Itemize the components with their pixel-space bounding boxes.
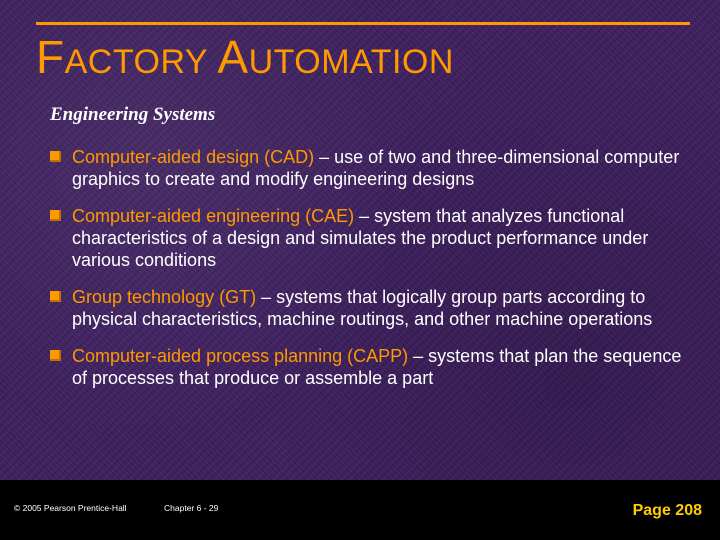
bullet-text: – systems that logically group parts according to physical characteristics, machine routings, and other machine operations bbox=[72, 287, 653, 329]
title-word2-rest: UTOMATION bbox=[248, 43, 454, 81]
square-bullet-icon bbox=[50, 151, 61, 162]
bullet-list bbox=[50, 146, 700, 404]
footer-page-number: Page 208 bbox=[632, 502, 702, 519]
footer-chapter: Chapter 6 - 29 bbox=[164, 503, 219, 513]
slide-subtitle: Engineering Systems bbox=[50, 104, 216, 125]
bullet-capp bbox=[50, 345, 700, 389]
footer-bar bbox=[0, 480, 720, 540]
bullet-term: Computer-aided process planning (CAPP) bbox=[72, 346, 409, 366]
square-bullet-icon bbox=[50, 350, 61, 361]
bullet-term: Group technology (GT) bbox=[72, 287, 257, 307]
bullet-cad bbox=[50, 146, 700, 190]
bullet-term: Computer-aided design (CAD) bbox=[72, 147, 315, 167]
footer-copyright: © 2005 Pearson Prentice-Hall bbox=[14, 503, 127, 513]
bullet-text: – use of two and three-dimensional computer graphics to create and modify engineering designs bbox=[72, 147, 680, 189]
bullet-cae bbox=[50, 205, 700, 271]
bullet-text: – system that analyzes functional characteristics of a design and simulates the product performance under various conditions bbox=[72, 206, 649, 270]
title-rule bbox=[36, 22, 690, 25]
slide-title bbox=[36, 30, 454, 84]
square-bullet-icon bbox=[50, 291, 61, 302]
bullet-text: – systems that plan the sequence of processes that produce or assemble a part bbox=[72, 346, 682, 388]
title-initial-a: A bbox=[217, 31, 249, 83]
bullet-gt bbox=[50, 286, 700, 330]
square-bullet-icon bbox=[50, 210, 61, 221]
title-word1-rest: ACTORY bbox=[64, 43, 218, 81]
bullet-term: Computer-aided engineering (CAE) bbox=[72, 206, 355, 226]
title-initial-f: F bbox=[36, 31, 65, 83]
